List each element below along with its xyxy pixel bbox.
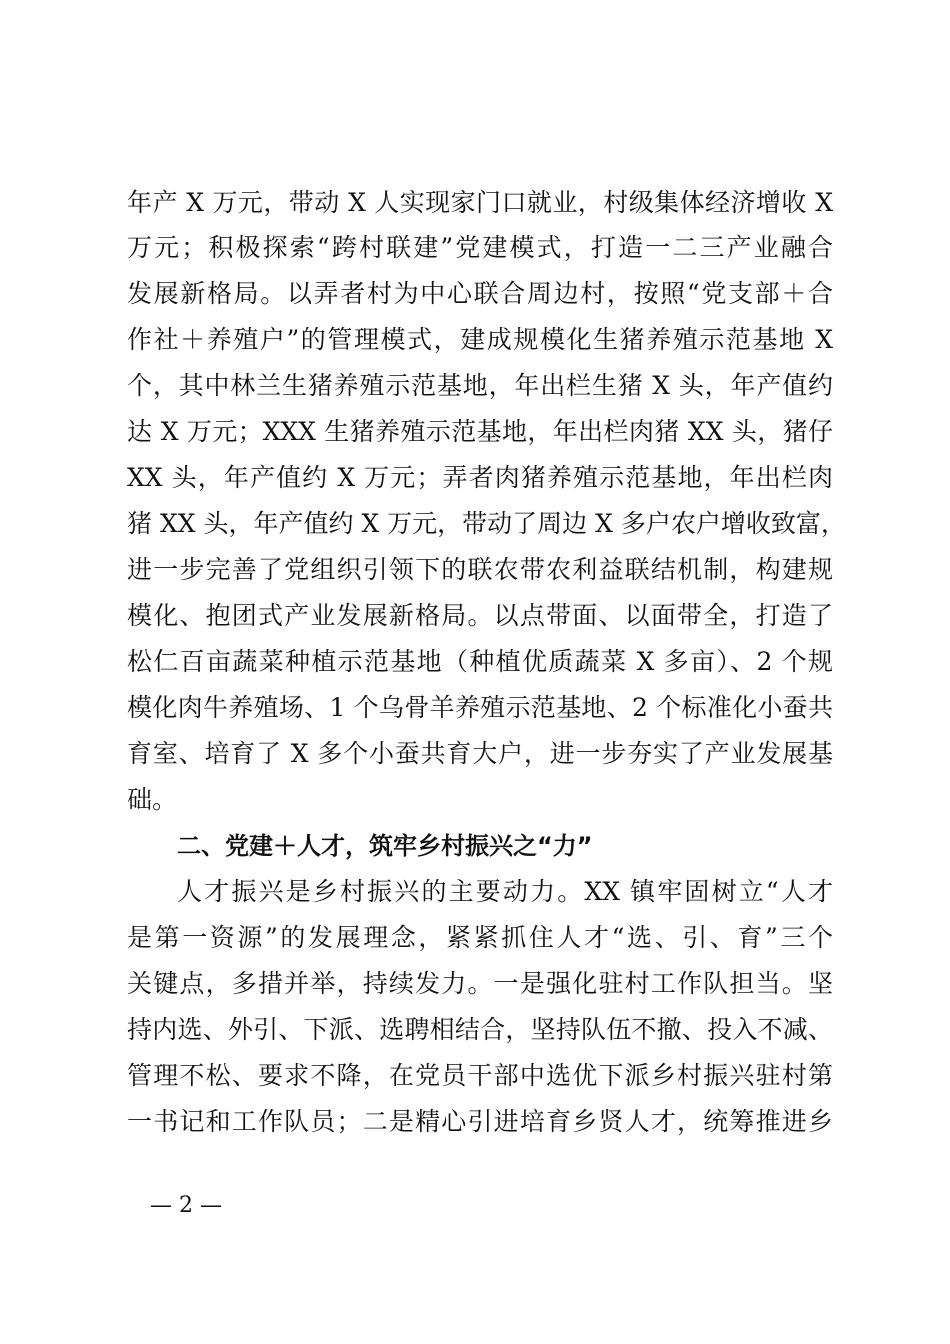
paragraph-line: 持内选、外引、下派、选聘相结合，坚持队伍不撤、投入不减、 [127, 1015, 833, 1044]
paragraph-line: 育室、培育了 X 多个小蚕共育大户，进一步夯实了产业发展基 [127, 739, 833, 768]
paragraph-line: 是第一资源”的发展理念，紧紧抓住人才“选、引、育”三个 [127, 923, 833, 952]
paragraph-line: 达 X 万元；XXX 生猪养殖示范基地，年出栏肉猪 XX 头，猪仔 [127, 417, 833, 446]
paragraph-line: 发展新格局。以弄者村为中心联合周边村，按照“党支部＋合 [127, 279, 833, 308]
paragraph-line: 个，其中林兰生猪养殖示范基地，年出栏生猪 X 头，年产值约 [127, 371, 833, 400]
paragraph-line: 模化、抱团式产业发展新格局。以点带面、以面带全，打造了 [127, 601, 833, 630]
paragraph-line: 模化肉牛养殖场、1 个乌骨羊养殖示范基地、2 个标准化小蚕共 [127, 693, 833, 722]
paragraph-line: 管理不松、要求不降，在党员干部中选优下派乡村振兴驻村第 [127, 1061, 833, 1090]
paragraph-line: 作社＋养殖户”的管理模式，建成规模化生猪养殖示范基地 X [127, 325, 833, 354]
paragraph-line: 础。 [127, 785, 178, 814]
section-heading: 二、党建＋人才，筑牢乡村振兴之“力” [177, 832, 593, 860]
paragraph-line: 猪 XX 头，年产值约 X 万元，带动了周边 X 多户农户增收致富， [127, 509, 846, 538]
paragraph-line: 万元；积极探索“跨村联建”党建模式，打造一二三产业融合 [127, 233, 833, 262]
paragraph-line: 一书记和工作队员；二是精心引进培育乡贤人才，统筹推进乡 [127, 1107, 833, 1136]
paragraph-line: 年产 X 万元，带动 X 人实现家门口就业，村级集体经济增收 X [127, 188, 833, 217]
paragraph-line: 松仁百亩蔬菜种植示范基地（种植优质蔬菜 X 多亩）、2 个规 [127, 647, 833, 676]
paragraph-line: 进一步完善了党组织引领下的联农带农利益联结机制，构建规 [127, 555, 833, 584]
page-number: — 2 — [150, 1193, 222, 1218]
paragraph-line: XX 头，年产值约 X 万元；弄者肉猪养殖示范基地，年出栏肉 [127, 463, 833, 492]
paragraph-line: 关键点，多措并举，持续发力。一是强化驻村工作队担当。坚 [127, 969, 833, 998]
paragraph-line: 人才振兴是乡村振兴的主要动力。XX 镇牢固树立“人才 [177, 877, 833, 906]
